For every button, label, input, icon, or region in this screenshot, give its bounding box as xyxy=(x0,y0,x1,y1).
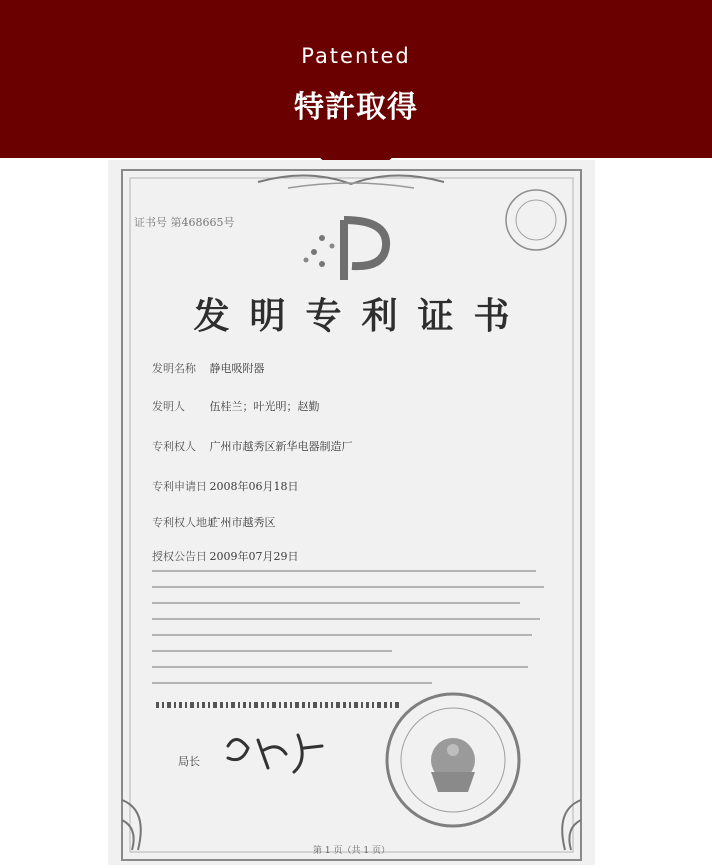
header-english-title: Patented xyxy=(301,44,411,68)
director-signature xyxy=(228,735,322,772)
signature-label: 局长 xyxy=(178,755,200,768)
field-label: 专利申请日 xyxy=(152,480,207,493)
field-label: 专利权人地址 xyxy=(152,516,218,529)
field-label: 专利权人 xyxy=(152,440,196,453)
field-value: 2009年07月29日 xyxy=(209,550,299,563)
certificate-number: 证书号 第468665号 xyxy=(134,216,235,229)
field-patentee-address xyxy=(152,514,276,530)
barcode xyxy=(156,702,399,708)
header-japanese-title: 特許取得 xyxy=(294,90,418,125)
field-inventor xyxy=(152,398,320,414)
certificate-footer: 第 1 页（共 1 页） xyxy=(313,846,390,856)
field-value: 广州市越秀区新华电器制造厂 xyxy=(209,440,353,453)
field-label: 发明人 xyxy=(152,400,185,413)
patent-office-logo xyxy=(304,220,387,280)
field-invention-name xyxy=(152,360,265,376)
field-value: 2008年06月18日 xyxy=(209,480,299,493)
patent-certificate-image xyxy=(108,160,595,865)
header-banner xyxy=(0,0,712,158)
field-patentee xyxy=(152,438,353,454)
field-label: 授权公告日 xyxy=(152,550,207,563)
field-grant-date xyxy=(152,548,299,564)
field-application-date xyxy=(152,478,299,494)
field-value: 广州市越秀区 xyxy=(209,516,276,529)
field-value: 静电吸附器 xyxy=(209,362,265,375)
field-label: 发明名称 xyxy=(152,362,196,375)
certificate-body-text xyxy=(152,570,552,698)
official-seal xyxy=(387,694,519,826)
certificate-title: 发明专利证书 xyxy=(193,295,530,337)
field-value: 伍桂兰；叶光明；赵勤 xyxy=(209,400,320,413)
round-stamp-top-right xyxy=(506,190,566,250)
